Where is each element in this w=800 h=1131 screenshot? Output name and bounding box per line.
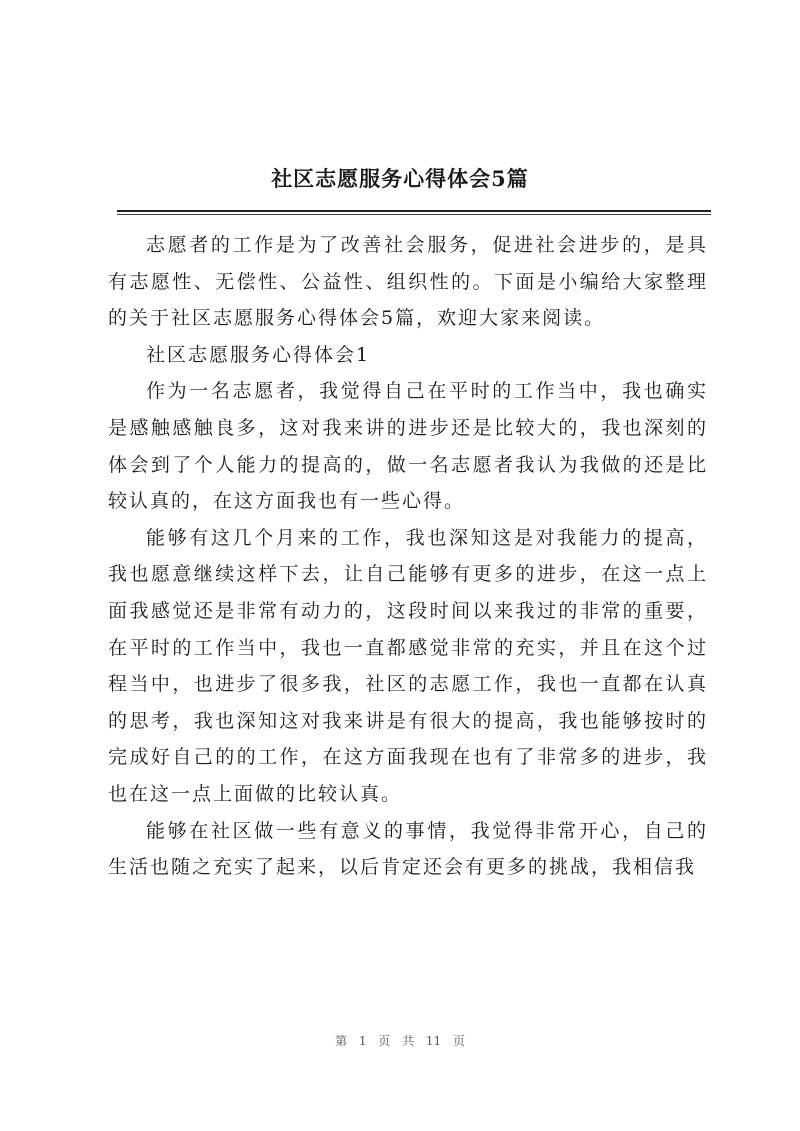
section-heading: 社区志愿服务心得体会1 xyxy=(146,343,371,366)
document-title: 社区志愿服务心得体会5篇 xyxy=(271,166,529,191)
body-paragraph: 能够有这几个月来的工作，我也深知这是对我能力的提高，我也愿意继续这样下去，让自己能够有更多的进步，在这一点上面我感觉还是非常有动力的，这段时间以来我过的非常的重要，在平时的工作当中，我也一直都感觉非常的充实，并且在这个过程当中，也进步了很多我，社区的志愿工作，我也一直都在认真的思考，我也深知这对我来讲是有很大的提高，我也能够按时的完成好自己的的工作，在这方面我现在也有了非常多的进步，我也在这一点上面做的比较认真。 xyxy=(108,526,708,805)
title-rule-thick xyxy=(117,210,711,212)
document-body xyxy=(108,227,708,886)
body-paragraph: 作为一名志愿者，我觉得自己在平时的工作当中，我也确实是感触感触良多，这对我来讲的进步还是比较大的，我也深刻的体会到了个人能力的提高的，做一名志愿者我认为我做的还是比较认真的，在这方面我也有一些心得。 xyxy=(108,380,708,513)
page-footer: 第 1 页 共 11 页 xyxy=(335,1034,465,1048)
body-paragraph: 能够在社区做一些有意义的事情，我觉得非常开心，自己的生活也随之充实了起来，以后肯定还会有更多的挑战，我相信我 xyxy=(108,819,708,879)
intro-paragraph: 志愿者的工作是为了改善社会服务，促进社会进步的，是具有志愿性、无偿性、公益性、组织性的。下面是小编给大家整理的关于社区志愿服务心得体会5篇，欢迎大家来阅读。 xyxy=(108,234,708,330)
title-rule-thin xyxy=(117,214,711,215)
